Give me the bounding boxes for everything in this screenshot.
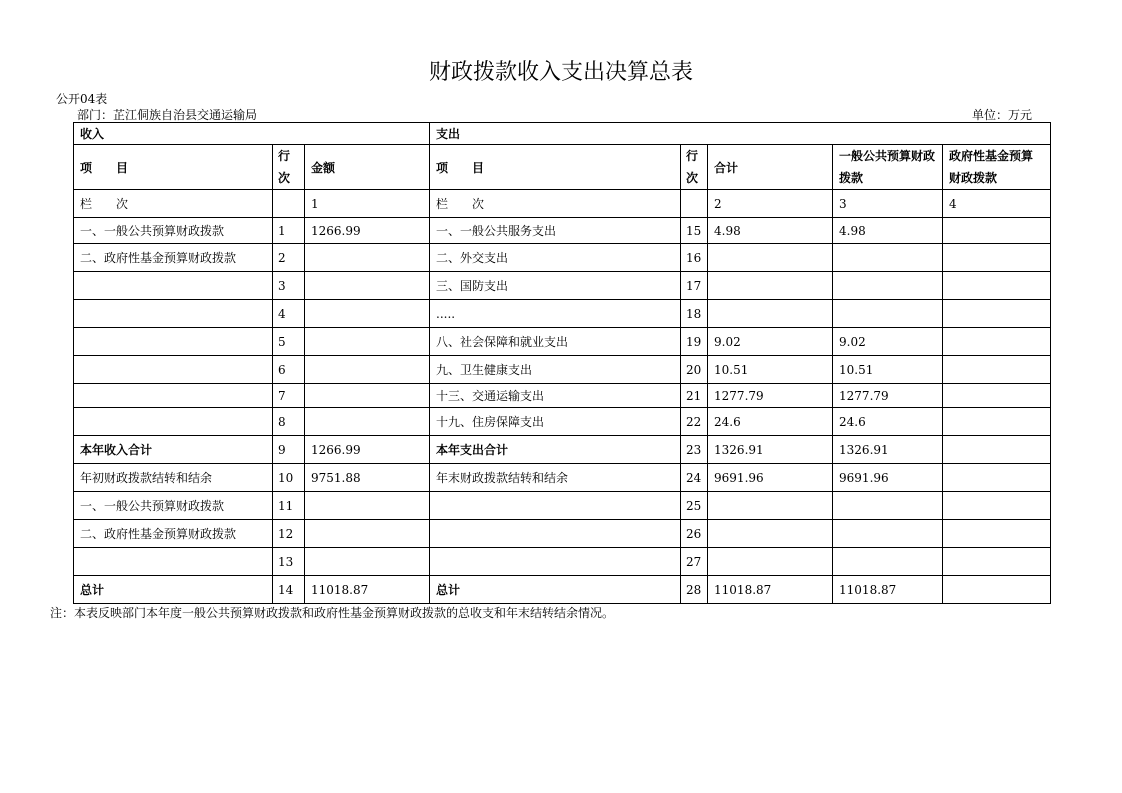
income-line-no: 14 xyxy=(273,576,305,604)
expense-item: 九、卫生健康支出 xyxy=(430,356,681,384)
expense-line-no: 26 xyxy=(681,520,708,548)
income-item xyxy=(74,356,273,384)
income-item-header: 项 目 xyxy=(74,145,273,190)
income-item xyxy=(74,548,273,576)
expense-gov-fund xyxy=(943,576,1051,604)
expense-general-budget xyxy=(833,548,943,576)
expense-item: 十三、交通运输支出 xyxy=(430,384,681,408)
expense-total: 11018.87 xyxy=(708,576,833,604)
expense-line-no: 21 xyxy=(681,384,708,408)
expense-total xyxy=(708,520,833,548)
income-amount xyxy=(305,356,430,384)
expense-total: 24.6 xyxy=(708,408,833,436)
income-item: 年初财政拨款结转和结余 xyxy=(74,464,273,492)
expense-general-budget: 9.02 xyxy=(833,328,943,356)
expense-item: 总计 xyxy=(430,576,681,604)
expense-general-budget: 1326.91 xyxy=(833,436,943,464)
expense-total: 4.98 xyxy=(708,218,833,244)
table-row xyxy=(74,492,1051,520)
income-column-label: 栏 次 xyxy=(74,190,273,218)
expense-line-no: 20 xyxy=(681,356,708,384)
income-item: 一、一般公共预算财政拨款 xyxy=(74,492,273,520)
table-row xyxy=(74,272,1051,300)
income-line-no: 9 xyxy=(273,436,305,464)
expense-total: 10.51 xyxy=(708,356,833,384)
income-line-no-header: 行次 xyxy=(273,145,305,190)
expense-line-no: 18 xyxy=(681,300,708,328)
expense-line-no: 15 xyxy=(681,218,708,244)
table-row xyxy=(74,356,1051,384)
expense-column-4: 4 xyxy=(943,190,1051,218)
expense-line-no: 28 xyxy=(681,576,708,604)
table-row xyxy=(74,384,1051,408)
income-amount-header: 金额 xyxy=(305,145,430,190)
income-amount xyxy=(305,328,430,356)
general-budget-header: 一般公共预算财政拨款 xyxy=(833,145,943,190)
table-row xyxy=(74,408,1051,436)
income-amount xyxy=(305,300,430,328)
expense-item: 年末财政拨款结转和结余 xyxy=(430,464,681,492)
expense-item xyxy=(430,520,681,548)
expense-general-budget xyxy=(833,492,943,520)
income-line-no: 1 xyxy=(273,218,305,244)
expense-gov-fund xyxy=(943,300,1051,328)
income-item xyxy=(74,328,273,356)
income-item xyxy=(74,300,273,328)
income-line-no: 12 xyxy=(273,520,305,548)
expense-item: 十九、住房保障支出 xyxy=(430,408,681,436)
table-row xyxy=(74,328,1051,356)
expense-general-budget: 9691.96 xyxy=(833,464,943,492)
expense-gov-fund xyxy=(943,408,1051,436)
department-label: 部门：芷江侗族自治县交通运输局 xyxy=(77,108,258,122)
table-row xyxy=(74,300,1051,328)
income-item xyxy=(74,408,273,436)
expense-gov-fund xyxy=(943,464,1051,492)
expense-line-no: 23 xyxy=(681,436,708,464)
expense-general-budget: 10.51 xyxy=(833,356,943,384)
expense-line-no-header: 行次 xyxy=(681,145,708,190)
income-line-no: 3 xyxy=(273,272,305,300)
expense-gov-fund xyxy=(943,356,1051,384)
expense-total xyxy=(708,300,833,328)
expense-general-budget xyxy=(833,520,943,548)
expense-total xyxy=(708,272,833,300)
income-item: 二、政府性基金预算财政拨款 xyxy=(74,244,273,272)
expense-line-no: 24 xyxy=(681,464,708,492)
income-item: 二、政府性基金预算财政拨款 xyxy=(74,520,273,548)
expense-item xyxy=(430,492,681,520)
income-amount: 11018.87 xyxy=(305,576,430,604)
expense-item xyxy=(430,548,681,576)
income-line-no: 6 xyxy=(273,356,305,384)
expense-line-no: 27 xyxy=(681,548,708,576)
income-line-no: 10 xyxy=(273,464,305,492)
income-amount xyxy=(305,408,430,436)
expense-gov-fund xyxy=(943,328,1051,356)
table-row xyxy=(74,548,1051,576)
income-item xyxy=(74,384,273,408)
expense-line-no: 16 xyxy=(681,244,708,272)
expense-column-label: 栏 次 xyxy=(430,190,681,218)
column-header-row xyxy=(74,145,1051,190)
unit-label: 单位：万元 xyxy=(971,108,1032,122)
expense-gov-fund xyxy=(943,384,1051,408)
expense-item: 本年支出合计 xyxy=(430,436,681,464)
income-amount xyxy=(305,548,430,576)
expense-total xyxy=(708,492,833,520)
expense-item: ..... xyxy=(430,300,681,328)
expense-column-2: 2 xyxy=(708,190,833,218)
expense-gov-fund xyxy=(943,492,1051,520)
expense-gov-fund xyxy=(943,520,1051,548)
expense-general-budget: 11018.87 xyxy=(833,576,943,604)
expense-total: 9.02 xyxy=(708,328,833,356)
expense-item: 八、社会保障和就业支出 xyxy=(430,328,681,356)
expense-gov-fund xyxy=(943,272,1051,300)
income-amount: 1266.99 xyxy=(305,218,430,244)
expense-general-budget xyxy=(833,244,943,272)
expense-section-header: 支出 xyxy=(430,123,1051,145)
table-row xyxy=(74,218,1051,244)
expense-line-no: 22 xyxy=(681,408,708,436)
income-line-no: 2 xyxy=(273,244,305,272)
gov-fund-header: 政府性基金预算财政拨款 xyxy=(943,145,1051,190)
table-row xyxy=(74,576,1051,604)
income-amount xyxy=(305,492,430,520)
expense-general-budget: 24.6 xyxy=(833,408,943,436)
expense-item: 二、外交支出 xyxy=(430,244,681,272)
income-amount: 9751.88 xyxy=(305,464,430,492)
expense-total xyxy=(708,548,833,576)
expense-total xyxy=(708,244,833,272)
expense-general-budget: 1277.79 xyxy=(833,384,943,408)
income-item: 总计 xyxy=(74,576,273,604)
expense-gov-fund xyxy=(943,218,1051,244)
income-item: 本年收入合计 xyxy=(74,436,273,464)
section-header-row xyxy=(74,123,1051,145)
income-line-no: 13 xyxy=(273,548,305,576)
report-title: 财政拨款收入支出决算总表 xyxy=(428,60,693,85)
table-row xyxy=(74,464,1051,492)
income-column-1: 1 xyxy=(305,190,430,218)
expense-column-3: 3 xyxy=(833,190,943,218)
income-amount: 1266.99 xyxy=(305,436,430,464)
income-line-no: 4 xyxy=(273,300,305,328)
expense-general-budget: 4.98 xyxy=(833,218,943,244)
expense-gov-fund xyxy=(943,548,1051,576)
expense-gov-fund xyxy=(943,436,1051,464)
expense-line-no: 19 xyxy=(681,328,708,356)
income-line-no: 7 xyxy=(273,384,305,408)
expense-general-budget xyxy=(833,300,943,328)
income-amount xyxy=(305,244,430,272)
expense-total-header: 合计 xyxy=(708,145,833,190)
expense-line-no: 25 xyxy=(681,492,708,520)
expense-total: 9691.96 xyxy=(708,464,833,492)
expense-general-budget xyxy=(833,272,943,300)
expense-item-header: 项 目 xyxy=(430,145,681,190)
table-row xyxy=(74,436,1051,464)
income-column-blank xyxy=(273,190,305,218)
income-line-no: 8 xyxy=(273,408,305,436)
expense-total: 1277.79 xyxy=(708,384,833,408)
expense-total: 1326.91 xyxy=(708,436,833,464)
expense-column-blank xyxy=(681,190,708,218)
expense-line-no: 17 xyxy=(681,272,708,300)
column-index-row xyxy=(74,190,1051,218)
income-item: 一、一般公共预算财政拨款 xyxy=(74,218,273,244)
income-section-header: 收入 xyxy=(74,123,430,145)
expense-item: 一、一般公共服务支出 xyxy=(430,218,681,244)
income-amount xyxy=(305,520,430,548)
income-amount xyxy=(305,272,430,300)
income-line-no: 11 xyxy=(273,492,305,520)
form-code: 公开04表 xyxy=(56,92,108,106)
table-row xyxy=(74,520,1051,548)
income-item xyxy=(74,272,273,300)
expense-item: 三、国防支出 xyxy=(430,272,681,300)
fiscal-summary-table xyxy=(73,122,1051,604)
footnote: 注：本表反映部门本年度一般公共预算财政拨款和政府性基金预算财政拨款的总收支和年末结转结余情况。 xyxy=(50,606,615,620)
income-line-no: 5 xyxy=(273,328,305,356)
table-row xyxy=(74,244,1051,272)
income-amount xyxy=(305,384,430,408)
expense-gov-fund xyxy=(943,244,1051,272)
